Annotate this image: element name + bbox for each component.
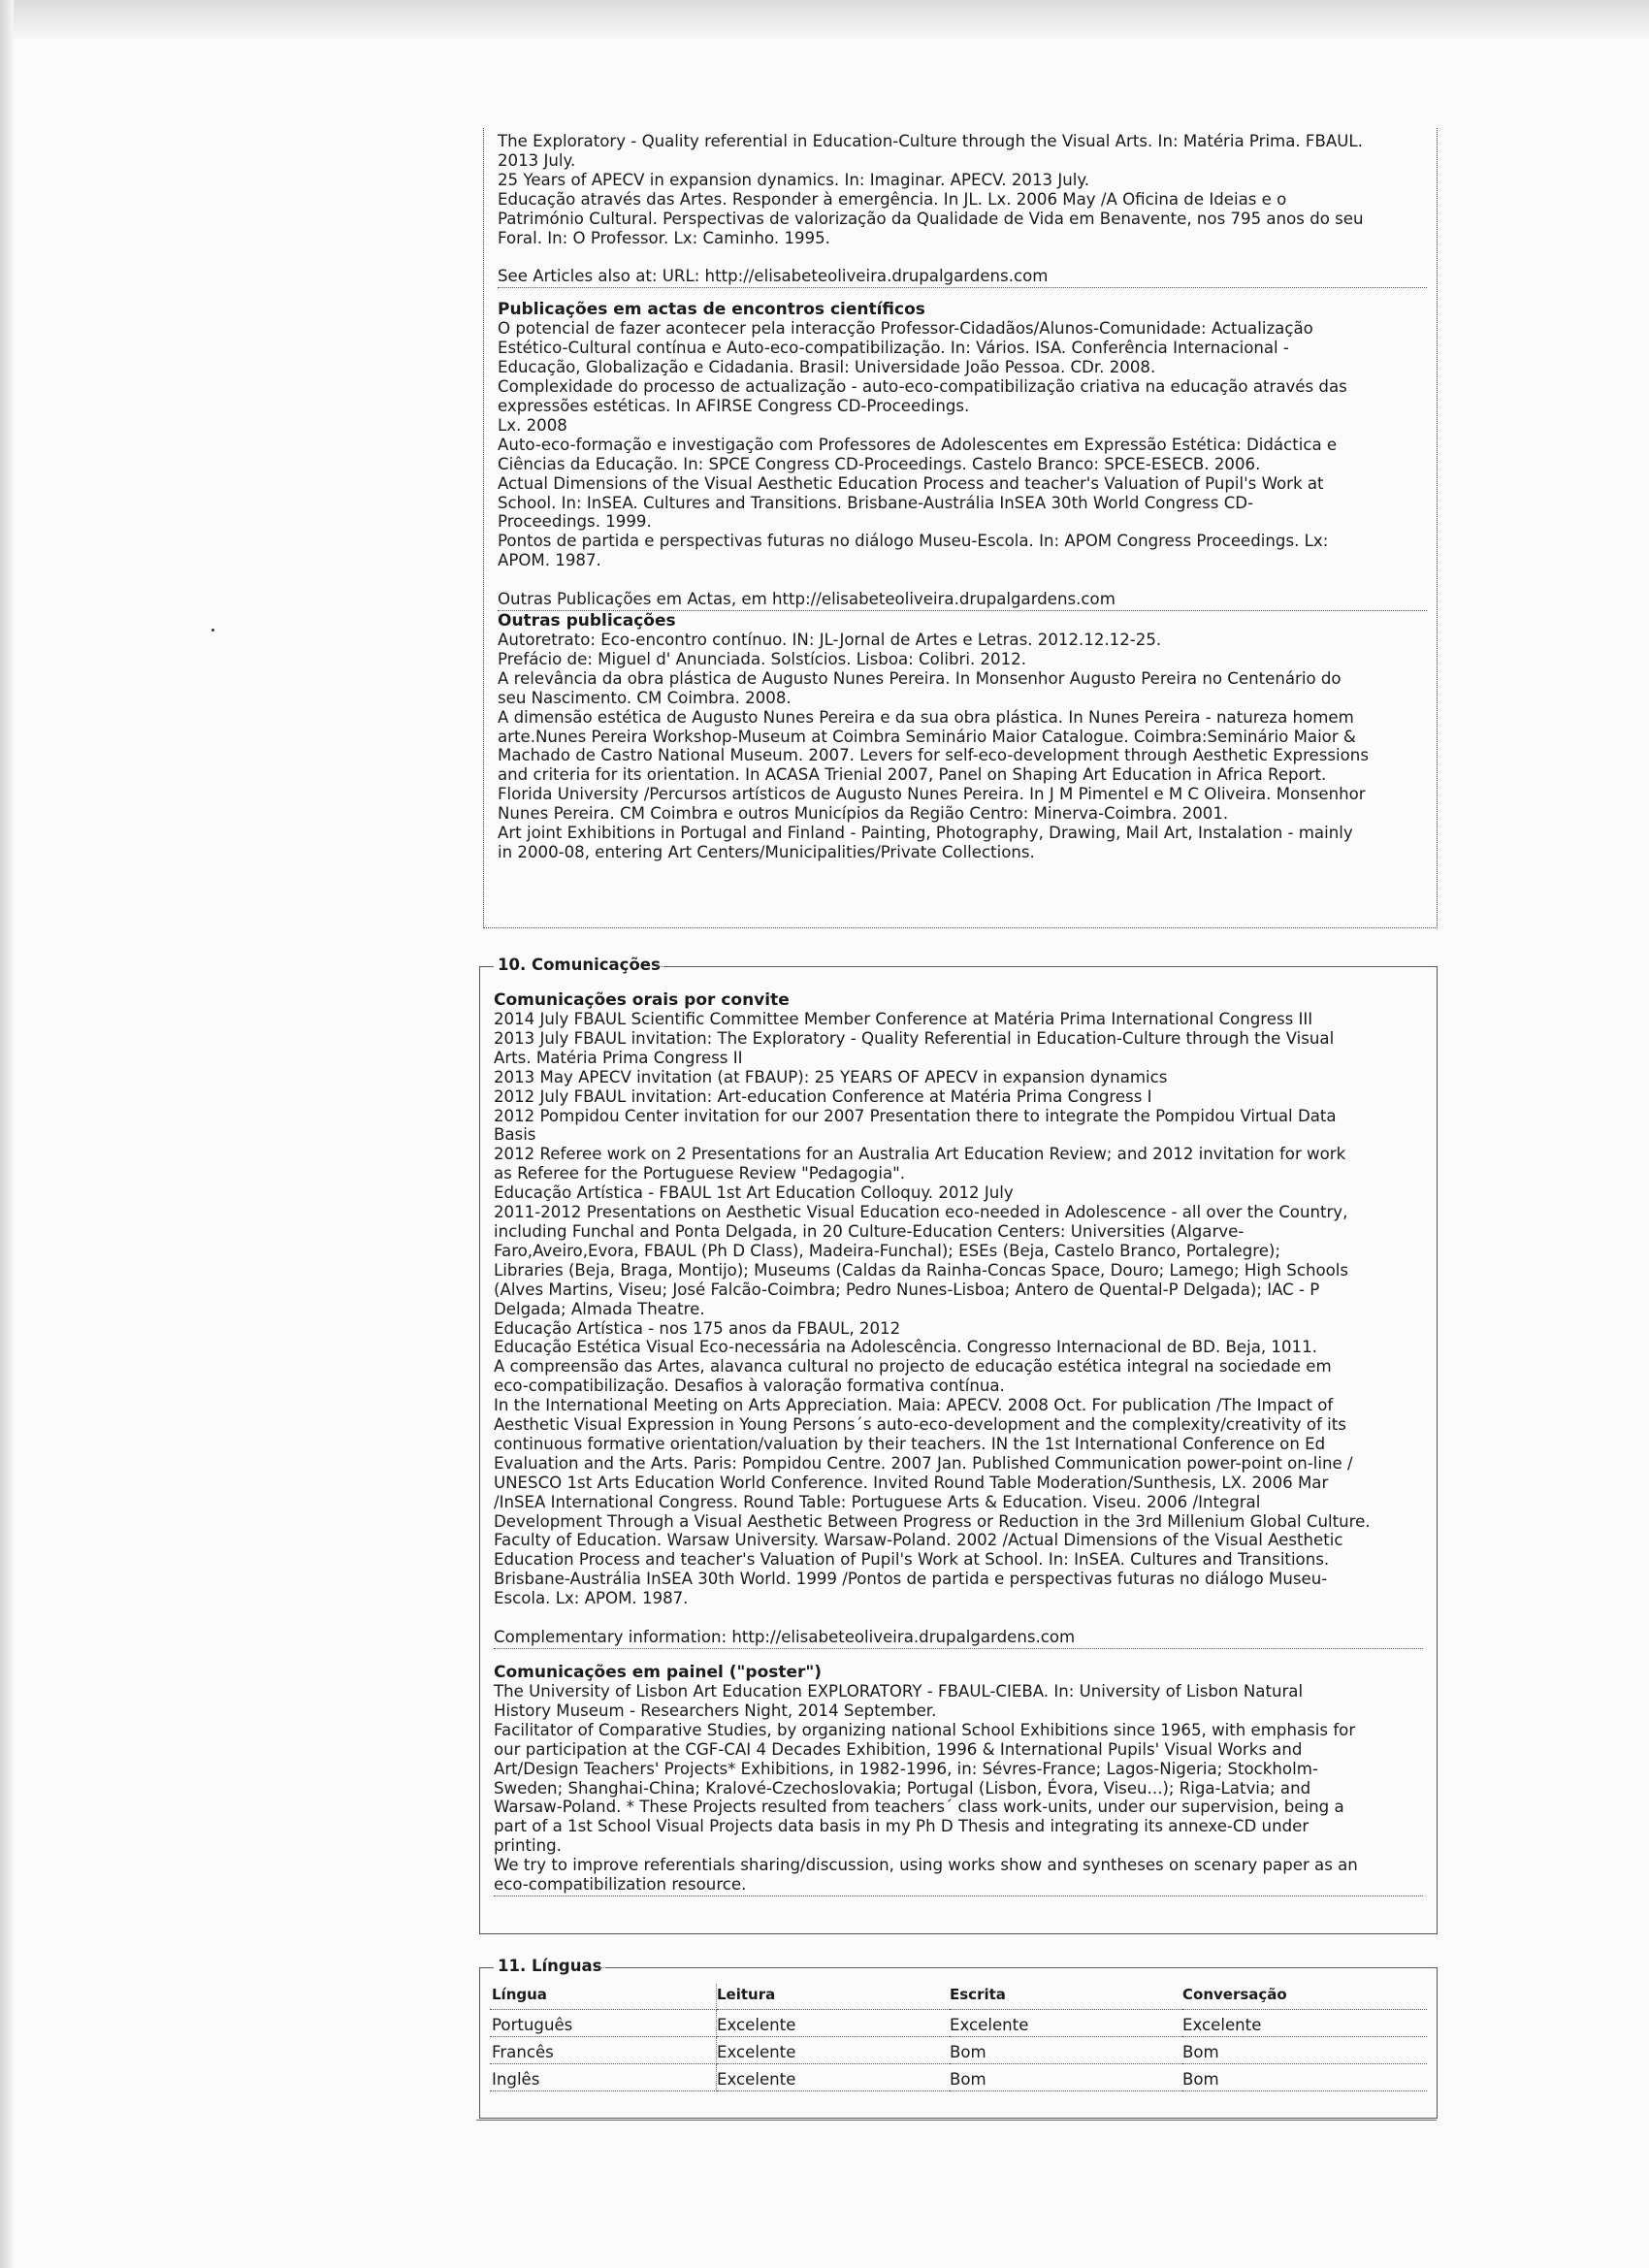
text-line: Educação Artística - nos 175 anos da FBAUL, 2012 xyxy=(494,1318,901,1338)
text-line: printing. xyxy=(494,1836,562,1856)
communications-content xyxy=(494,990,1423,1896)
text-line: seu Nascimento. CM Coimbra. 2008. xyxy=(498,688,792,707)
text-line: 2013 July FBAUL invitation: The Exploratory - Quality Referential in Education-Culture through the Visual xyxy=(494,1028,1335,1048)
table-row xyxy=(490,2010,1427,2037)
text-line: Actual Dimensions of the Visual Aesthetic Education Process and teacher's Valuation of Pupil's Work at xyxy=(498,473,1324,493)
actas-heading: Publicações em actas de encontros científicos xyxy=(498,300,925,320)
articles-link[interactable]: See Articles also at: URL: http://elisabeteoliveira.drupalgardens.com xyxy=(498,267,1427,288)
text-line: Machado de Castro National Museum. 2007. Levers for self-eco-development through Aesthetic Expressions xyxy=(498,746,1369,765)
text-line: A compreensão das Artes, alavanca cultural no projecto de educação estética integral na sociedade em xyxy=(494,1357,1332,1377)
text-line: expressões estéticas. In AFIRSE Congress CD-Proceedings. xyxy=(498,396,970,415)
text-line: 25 Years of APECV in expansion dynamics. In: Imaginar. APECV. 2013 July. xyxy=(498,170,1090,189)
text-line: including Funchal and Ponta Delgada, in 20 Culture-Education Centers: Universities (Algarve- xyxy=(494,1221,1245,1241)
painel-heading: Comunicações em painel ("poster") xyxy=(494,1663,823,1682)
text-line: A relevância da obra plástica de Augusto Nunes Pereira. In Monsenhor Augusto Pereira no Centenário do xyxy=(498,668,1342,688)
text-line: Education Process and teacher's Valuation of Pupil's Work at School. In: InSEA. Cultures and Transitions. xyxy=(494,1550,1330,1570)
communications-section xyxy=(479,956,1438,1934)
text-line: 2013 May APECV invitation (at FBAUP): 25 YEARS OF APECV in expansion dynamics xyxy=(494,1067,1168,1086)
reading-cell: Excelente xyxy=(717,2010,951,2037)
outras-list xyxy=(498,631,1427,862)
text-line: The University of Lisbon Art Education EXPLORATORY - FBAUL-CIEBA. In: University of Lisbon Natural xyxy=(494,1682,1304,1701)
text-line: Nunes Pereira. CM Coimbra e outros Municípios da Região Centro: Minerva-Coimbra. 2001. xyxy=(498,804,1229,824)
column-header: Língua xyxy=(490,1984,717,2010)
text-line: Delgada; Almada Theatre. xyxy=(494,1299,705,1318)
text-line: (Alves Martins, Viseu; José Falcão-Coimbra; Pedro Nunes-Lisboa; Antero de Quental-P Delgada); IAC - P xyxy=(494,1280,1320,1299)
text-line: Escola. Lx: APOM. 1987. xyxy=(494,1589,689,1608)
table-row xyxy=(490,2064,1427,2091)
orais-list xyxy=(494,1010,1423,1608)
text-line: Educação, Globalização e Cidadania. Brasil: Universidade João Pessoa. CDr. 2008. xyxy=(498,358,1156,377)
languages-legend: 11. Línguas xyxy=(494,1957,605,1975)
text-line: Facilitator of Comparative Studies, by organizing national School Exhibitions since 1965, with emphasis for xyxy=(494,1720,1356,1739)
text-line: Evaluation and the Arts. Paris: Pompidou Centre. 2007 Jan. Published Communication power-point on-line / xyxy=(494,1453,1353,1473)
text-line: Autoretrato: Eco-encontro contínuo. IN: JL-Jornal de Artes e Letras. 2012.12.12-25. xyxy=(498,631,1162,650)
text-line: 2012 Referee work on 2 Presentations for an Australia Art Education Review; and 2012 invitation for work xyxy=(494,1145,1346,1164)
speaking-cell: Bom xyxy=(1182,2064,1427,2091)
column-header: Escrita xyxy=(950,1984,1182,2010)
text-line: Art joint Exhibitions in Portugal and Finland - Painting, Photography, Drawing, Mail Art, Instalation - mainly xyxy=(498,824,1353,843)
writing-cell: Bom xyxy=(950,2064,1182,2091)
text-line: Florida University /Percursos artísticos de Augusto Nunes Pereira. In J M Pimentel e M C Oliveira. Monsenhor xyxy=(498,785,1366,804)
publications-section xyxy=(483,128,1438,928)
text-line: A dimensão estética de Augusto Nunes Pereira e da sua obra plástica. In Nunes Pereira - natureza homem xyxy=(498,707,1354,727)
column-header: Conversação xyxy=(1182,1984,1427,2010)
text-line: Educação através das Artes. Responder à emergência. In JL. Lx. 2006 May /A Oficina de Ideias e o xyxy=(498,189,1287,209)
outras-heading: Outras publicações xyxy=(498,611,676,632)
speaking-cell: Excelente xyxy=(1182,2010,1427,2037)
text-line: our participation at the CGF-CAI 4 Decades Exhibition, 1996 & International Pupils' Visual Works and xyxy=(494,1739,1303,1759)
text-line: 2011-2012 Presentations on Aesthetic Visual Education eco-needed in Adolescence - all over the Country, xyxy=(494,1203,1348,1222)
language-cell: Francês xyxy=(490,2037,717,2064)
reading-cell: Excelente xyxy=(717,2064,951,2091)
text-line: Foral. In: O Professor. Lx: Caminho. 1995. xyxy=(498,228,830,247)
text-line: Sweden; Shanghai-China; Kralové-Czechoslovakia; Portugal (Lisbon, Évora, Viseu...); Riga-Latvia; and xyxy=(494,1778,1311,1798)
table-row xyxy=(490,2037,1427,2064)
text-line: Proceedings. 1999. xyxy=(498,512,652,532)
text-line: 2014 July FBAUL Scientific Committee Member Conference at Matéria Prima International Congress III xyxy=(494,1010,1313,1028)
text-line: Basis xyxy=(494,1125,536,1145)
text-line: and criteria for its orientation. In ACASA Trienial 2007, Panel on Shaping Art Education in Africa Report. xyxy=(498,765,1327,785)
legend-rule xyxy=(657,966,1433,967)
text-line: We try to improve referentials sharing/discussion, using works show and syntheses on scenary paper as an xyxy=(494,1856,1358,1875)
text-line: In the International Meeting on Arts Appreciation. Maia: APECV. 2008 Oct. For publication /The Impact of xyxy=(494,1396,1334,1415)
publications-content xyxy=(498,132,1427,862)
reading-cell: Excelente xyxy=(717,2037,951,2064)
languages-section xyxy=(479,1957,1438,2119)
text-line: Complexidade do processo de actualização - auto-eco-compatibilização criativa na educação através das xyxy=(498,377,1347,397)
language-cell: Português xyxy=(490,2010,717,2037)
text-line: 2012 July FBAUL invitation: Art-education Conference at Matéria Prima Congress I xyxy=(494,1086,1152,1106)
text-line: Development Through a Visual Aesthetic Between Progress or Reduction in the 3rd Millenium Global Culture. xyxy=(494,1511,1371,1531)
text-line: Ciências da Educação. In: SPCE Congress CD-Proceedings. Castelo Branco: SPCE-ESECB. 2006. xyxy=(498,454,1261,473)
text-line: in 2000-08, entering Art Centers/Municipalities/Private Collections. xyxy=(498,843,1035,861)
text-line: Aesthetic Visual Expression in Young Persons´s auto-eco-development and the complexity/creativity of its xyxy=(494,1415,1346,1435)
legend-rule xyxy=(595,1967,1433,1968)
scan-shadow-top xyxy=(0,0,1649,39)
text-line: Património Cultural. Perspectivas de valorização da Qualidade de Vida em Benavente, nos 795 anos do seu xyxy=(498,209,1364,228)
complementary-link[interactable]: Complementary information: http://elisabeteoliveira.drupalgardens.com xyxy=(494,1628,1423,1649)
language-cell: Inglês xyxy=(490,2064,717,2091)
text-line: UNESCO 1st Arts Education World Conference. Invited Round Table Moderation/Sunthesis, LX. 2006 Mar xyxy=(494,1473,1329,1492)
outras-actas-link[interactable]: Outras Publicações em Actas, em http://elisabeteoliveira.drupalgardens.com xyxy=(498,590,1427,611)
text-line: History Museum - Researchers Night, 2014 September. xyxy=(494,1701,937,1720)
painel-list xyxy=(494,1682,1423,1896)
text-line: School. In: InSEA. Cultures and Transitions. Brisbane-Austrália InSEA 30th World Congress CD- xyxy=(498,493,1254,512)
text-line: Warsaw-Poland. * These Projects resulted from teachers´ class work-units, under our supervision, being a xyxy=(494,1798,1344,1817)
text-line: Pontos de partida e perspectivas futuras no diálogo Museu-Escola. In: APOM Congress Proceedings. Lx: xyxy=(498,532,1329,551)
text-line: /InSEA International Congress. Round Table: Portuguese Arts & Education. Viseu. 2006 /Integral xyxy=(494,1492,1261,1511)
table-header-row xyxy=(490,1984,1427,2010)
text-line: Estético-Cultural contínua e Auto-eco-compatibilização. In: Vários. ISA. Conferência Internacional - xyxy=(498,339,1289,358)
orais-heading: Comunicações orais por convite xyxy=(494,990,790,1010)
text-line: 2013 July. xyxy=(498,150,576,170)
actas-list xyxy=(498,319,1427,570)
speaking-cell: Bom xyxy=(1182,2037,1427,2064)
text-line: APOM. 1987. xyxy=(498,551,601,570)
text-line: Educação Artística - FBAUL 1st Art Education Colloquy. 2012 July xyxy=(494,1183,1014,1203)
text-line: Brisbane-Austrália InSEA 30th World. 1999 /Pontos de partida e perspectivas futuras no diálogo Museu- xyxy=(494,1570,1328,1589)
text-line: Lx. 2008 xyxy=(498,415,567,435)
text-line: Arts. Matéria Prima Congress II xyxy=(494,1048,743,1067)
writing-cell: Excelente xyxy=(950,2010,1182,2037)
writing-cell: Bom xyxy=(950,2037,1182,2064)
communications-legend: 10. Comunicações xyxy=(494,956,664,974)
text-line: eco-compatibilização. Desafios à valoração formativa contínua. xyxy=(494,1377,1005,1396)
text-line: 2012 Pompidou Center invitation for our 2007 Presentation there to integrate the Pompidou Virtual Data xyxy=(494,1106,1337,1125)
publications-lines-top xyxy=(498,132,1427,247)
text-line: Prefácio de: Miguel d' Anunciada. Solstícios. Lisboa: Colibri. 2012. xyxy=(498,649,1026,668)
text-line: Faro,Aveiro,Evora, FBAUL (Ph D Class), Madeira-Funchal); ESEs (Beja, Castelo Branco, Portalegre); xyxy=(494,1241,1281,1260)
text-line: Educação Estética Visual Eco-necessária na Adolescência. Congresso Internacional de BD. Beja, 1011. xyxy=(494,1338,1317,1357)
text-line: part of a 1st School Visual Projects data basis in my Ph D Thesis and integrating its annexe-CD under xyxy=(494,1817,1310,1836)
text-line: Art/Design Teachers' Projects* Exhibitions, in 1982-1996, in: Sévres-France; Lagos-Nigeria; Stockholm- xyxy=(494,1759,1318,1778)
bottom-rule xyxy=(476,2120,1437,2121)
text-line: Faculty of Education. Warsaw University. Warsaw-Poland. 2002 /Actual Dimensions of the Visual Aesthetic xyxy=(494,1531,1343,1550)
column-header: Leitura xyxy=(717,1984,951,2010)
text-line: The Exploratory - Quality referential in Education-Culture through the Visual Arts. In: Matéria Prima. FBAUL. xyxy=(498,132,1363,150)
scan-shadow-left xyxy=(0,0,14,2268)
text-line: Libraries (Beja, Braga, Montijo); Museums (Caldas da Rainha-Concas Space, Douro; Lamego; High Schools xyxy=(494,1260,1349,1280)
text-line: O potencial de fazer acontecer pela interacção Professor-Cidadãos/Alunos-Comunidade: Actualização xyxy=(498,319,1313,339)
text-line: continuous formative orientation/valuation by their teachers. IN the 1st International Conference on Ed xyxy=(494,1434,1326,1453)
text-line: eco-compatibilization resource. xyxy=(494,1875,1423,1896)
languages-table xyxy=(490,1984,1427,2091)
text-line: arte.Nunes Pereira Workshop-Museum at Coimbra Seminário Maior Catalogue. Coimbra:Seminário Maior & xyxy=(498,727,1356,746)
scan-speck xyxy=(211,629,214,632)
text-line: Auto-eco-formação e investigação com Professores de Adolescentes em Expressão Estética: Didáctica e xyxy=(498,435,1338,454)
text-line: as Referee for the Portuguese Review "Pedagogia". xyxy=(494,1164,906,1183)
